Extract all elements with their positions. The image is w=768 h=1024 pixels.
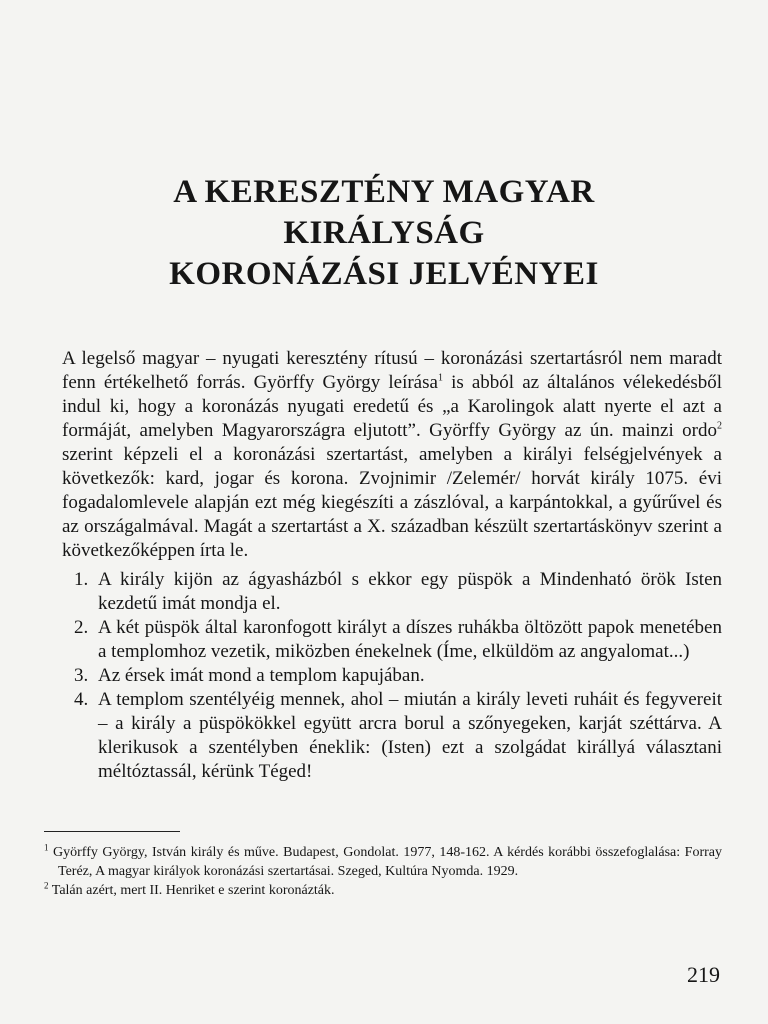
list-item-text: Az érsek imát mond a templom kapujában. bbox=[98, 665, 425, 686]
footnote-divider bbox=[44, 831, 180, 832]
list-item-text: A templom szentélyéig mennek, ahol – miután a király leveti ruháit és fegyvereit – a király a püspökökkel együtt arcra borul a szőnyegeken, karját széttárva. A klerikusok a szentélyben éneklik: (Isten) ezt a szolgádat királlyá választani méltóztassál, kérünk Téged! bbox=[98, 689, 722, 782]
chapter-title bbox=[0, 172, 768, 295]
list-item-number: 1. bbox=[74, 569, 89, 590]
list-item-number: 2. bbox=[74, 617, 89, 638]
ceremony-steps-list bbox=[62, 568, 722, 784]
list-item-number: 4. bbox=[74, 689, 89, 710]
footnote-2 bbox=[44, 880, 722, 900]
footnote-ref-1[interactable]: 1 bbox=[437, 372, 443, 384]
footnotes bbox=[44, 843, 722, 900]
body-text bbox=[62, 347, 722, 784]
page-number: 219 bbox=[687, 962, 720, 987]
list-item-number: 3. bbox=[74, 665, 89, 686]
footnote-text: Talán azért, mert II. Henriket e szerint koronázták. bbox=[48, 883, 335, 898]
footnote-mark: 2 bbox=[44, 880, 49, 891]
footnote-text: Györffy György, István király és műve. Budapest, Gondolat. 1977, 148-162. A kérdés korábbi összefoglalása: Forray Teréz, A magyar királyok koronázási szertartásai. Szeged, Kultúra Nyomda. 1929. bbox=[48, 845, 722, 879]
intro-text-part-2: is abból az általános vélekedésből indul ki, hogy a koronázás nyugati eredetű és „a Karolingok alatt nyerte el azt a formáját, amelyben Magyarországra eljutott”. Györffy György az ún. mainzi ordo bbox=[62, 372, 723, 441]
chapter-title-line-3: KORONÁZÁSI JELVÉNYEI bbox=[169, 256, 599, 292]
chapter-title-line-2: KIRÁLYSÁG bbox=[283, 215, 485, 251]
list-item-text: A király kijön az ágyasházból s ekkor egy püspök a Mindenható örök Isten kezdetű imát mondja el. bbox=[98, 569, 722, 614]
list-item bbox=[62, 568, 722, 616]
list-item bbox=[62, 616, 722, 664]
intro-text-part-3: szerint képzeli el a koronázási szertartást, amelyben a királyi felségjelvények a következők: kard, jogar és korona. Zvojnimir /Zelemér/ horvát király 1075. évi fogadalomlevele alapján ezt még kiegészíti a zászlóval, a karpántokkal, a gyűrűvel és az országalmával. Magát a szertartást a X. században készült szertartáskönyv szerint a következőképpen írta le. bbox=[62, 444, 722, 561]
intro-paragraph bbox=[62, 347, 722, 563]
footnote-mark: 1 bbox=[44, 842, 49, 853]
list-item bbox=[62, 664, 722, 688]
list-item bbox=[62, 688, 722, 784]
chapter-title-line-1: A KERESZTÉNY MAGYAR bbox=[173, 174, 595, 210]
footnote-1 bbox=[44, 842, 722, 881]
footnote-ref-2[interactable]: 2 bbox=[717, 420, 722, 432]
intro-text-part-1: A legelső magyar – nyugati keresztény rítusú – koronázási szertartásról nem maradt fenn értékelhető forrás. Györffy György leírása bbox=[62, 348, 722, 393]
list-item-text: A két püspök által karonfogott királyt a díszes ruhákba öltözött papok menetében a templomhoz vezetik, miközben énekelnek (Íme, elküldöm az angyalomat...) bbox=[98, 617, 722, 662]
